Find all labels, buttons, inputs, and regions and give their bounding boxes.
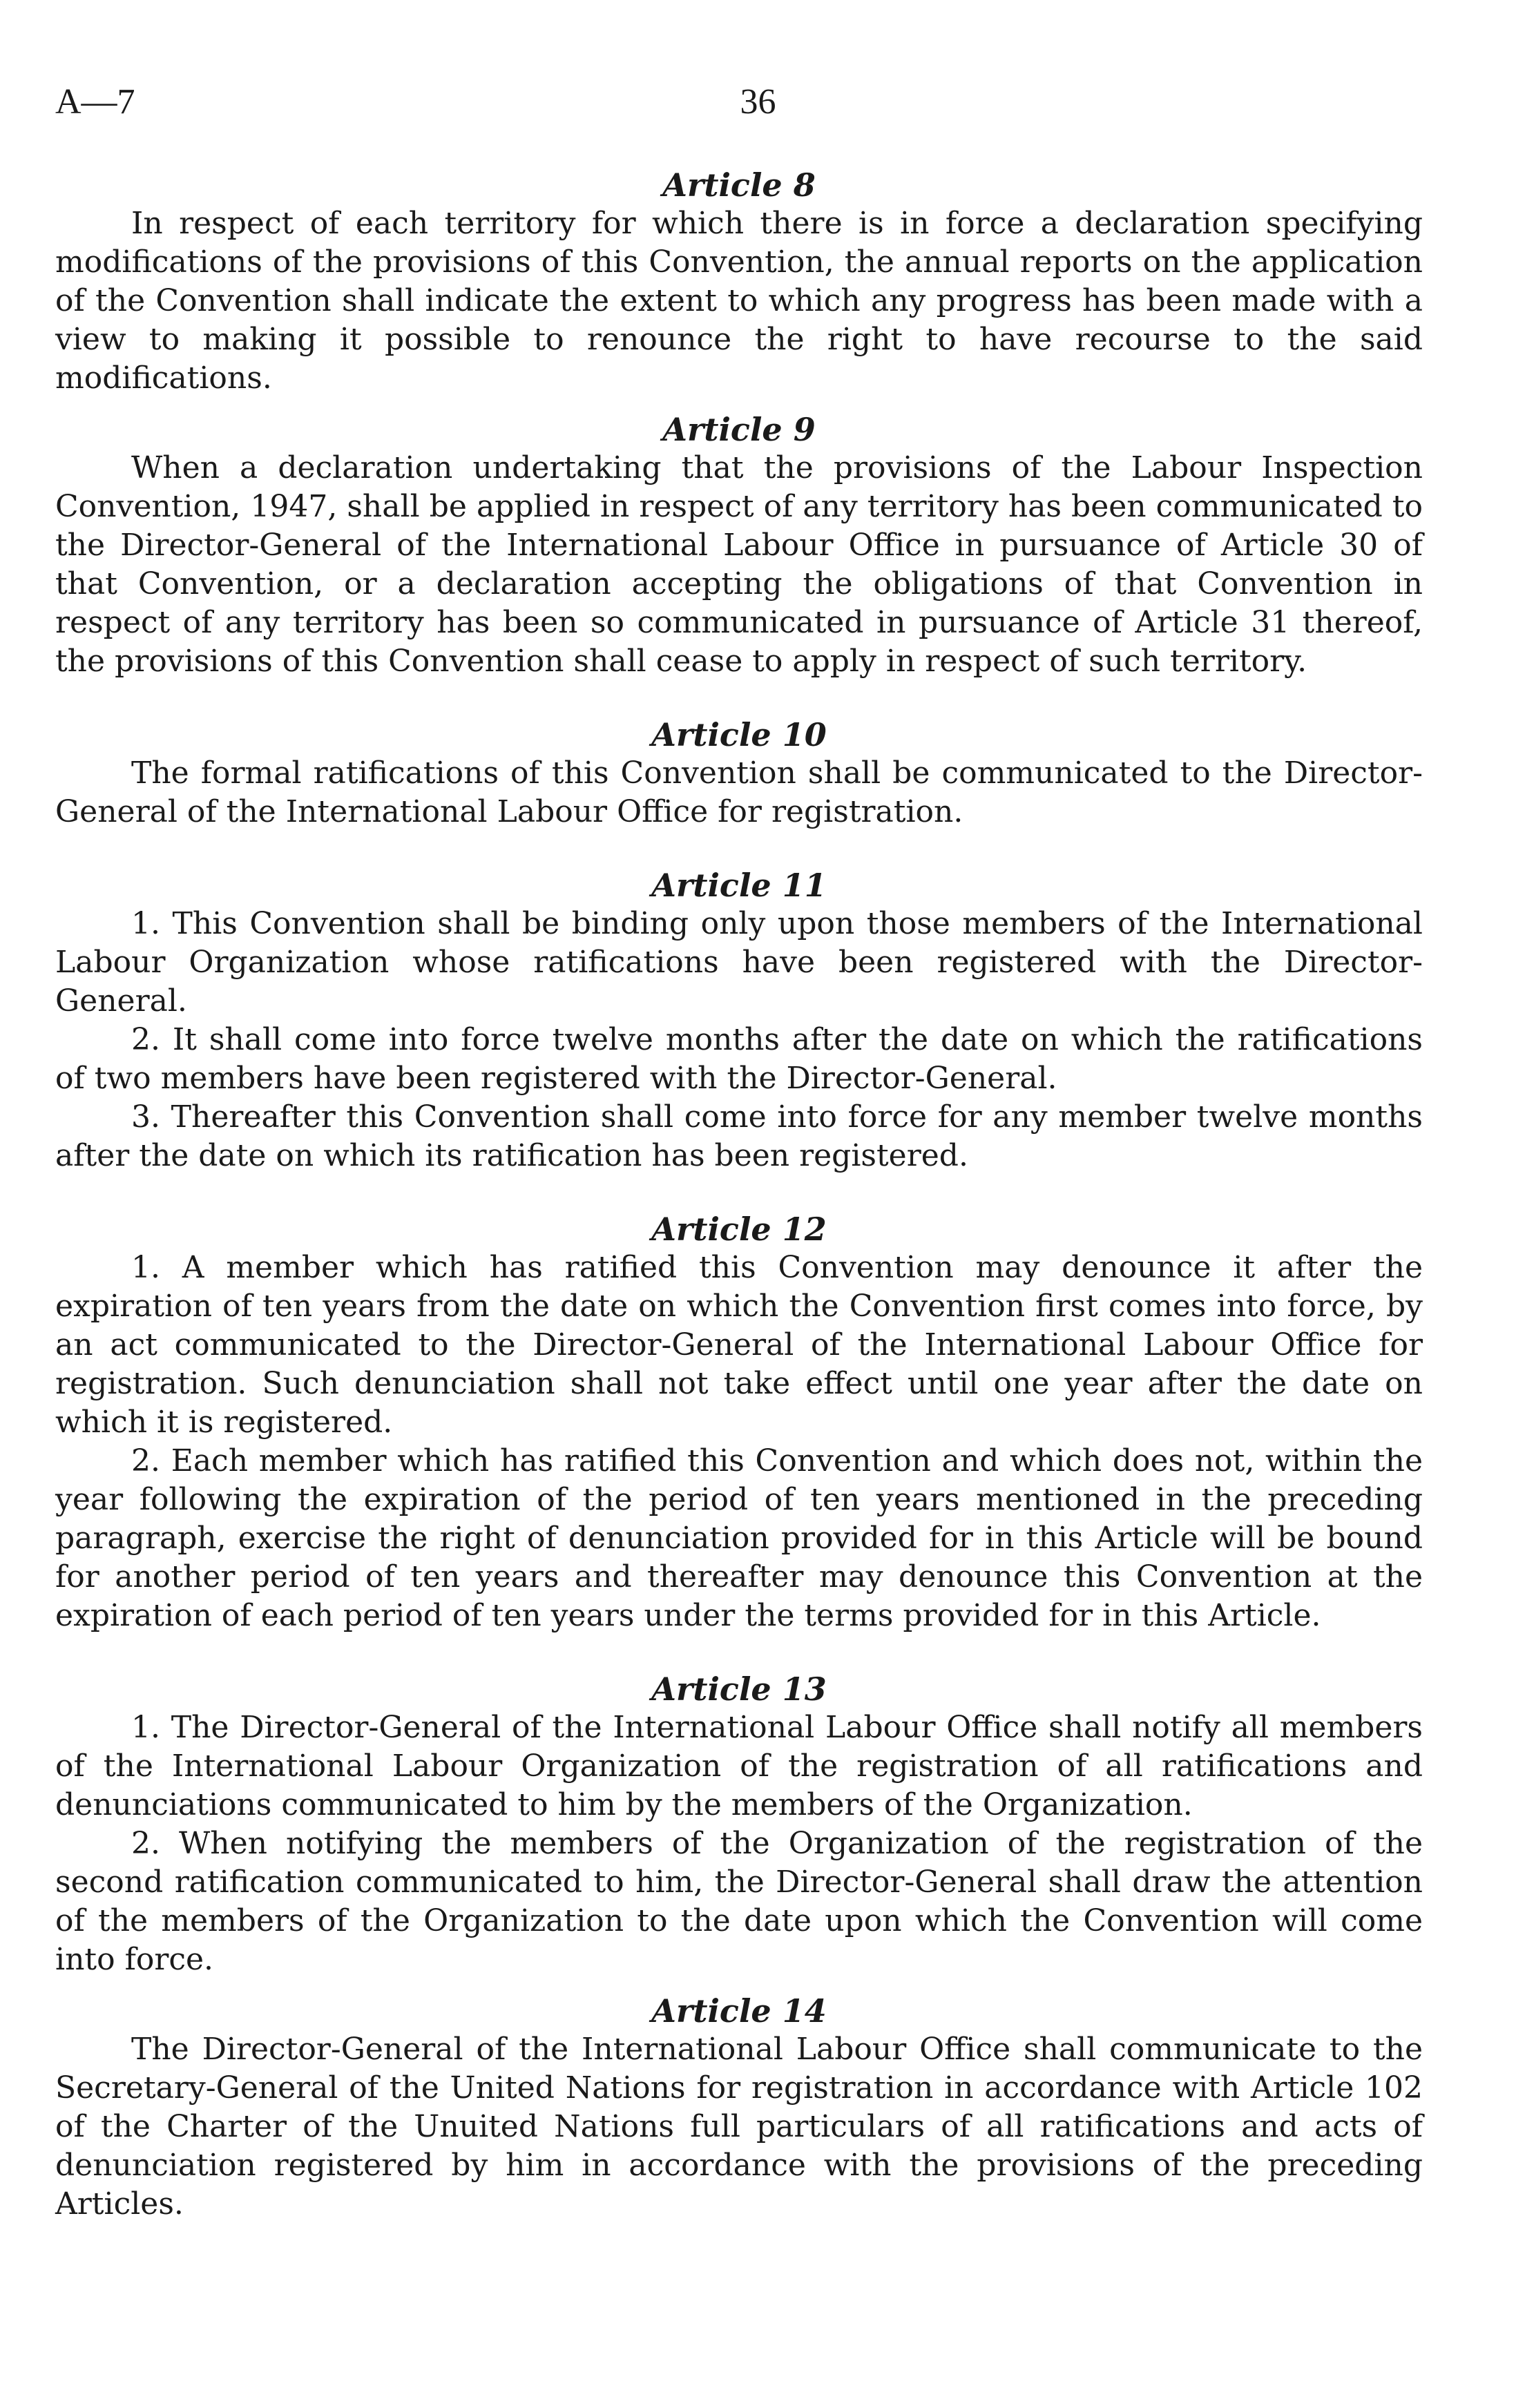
article-14 xyxy=(55,1992,1423,2224)
article-13 xyxy=(55,1670,1423,1979)
article-heading: Article 12 xyxy=(651,1211,827,1248)
article-9 xyxy=(55,410,1423,681)
article-paragraph: 3. Thereafter this Convention shall come into force for any member twelve months after the date on which its ratification has been registered. xyxy=(55,1099,1423,1173)
document-reference: A—7 xyxy=(55,82,135,122)
page-number: 36 xyxy=(740,82,776,122)
article-heading: Article 11 xyxy=(651,867,827,904)
article-10 xyxy=(55,715,1423,831)
article-heading: Article 13 xyxy=(651,1670,827,1708)
article-paragraph: 1. The Director-General of the International Labour Office shall notify all members of the International Labour Organization of the registration of all ratifications and denunciations communicated to him by the members of the Organization. xyxy=(55,1710,1423,1822)
article-paragraph: When a declaration undertaking that the provisions of the Labour Inspection Convention, 1947, shall be applied in respect of any territory has been communicated to the Director-General of the International Labour Office in pursuance of Article 30 of that Convention, or a declaration accepting the obligations of that Convention in respect of any territory has been so communicated in pursuance of Article 31 thereof, the provisions of this Convention shall cease to apply in respect of such territory. xyxy=(55,450,1423,679)
article-paragraph: The Director-General of the International Labour Office shall communicate to the Secretary-General of the United Nations for registration in accordance with Article 102 of the Charter of the Unuited Nations full particulars of all ratifications and acts of denunciation registered by him in accordance with the provisions of the preceding Articles. xyxy=(55,2032,1423,2222)
article-11 xyxy=(55,866,1423,1175)
article-heading: Article 9 xyxy=(662,411,816,448)
article-12 xyxy=(55,1210,1423,1635)
article-8 xyxy=(55,166,1423,398)
article-paragraph: 2. When notifying the members of the Organization of the registration of the second ratification communicated to him, the Director-General shall draw the attention of the members of the Organization to the date upon which the Convention will come into force. xyxy=(55,1826,1423,1977)
article-paragraph: 1. This Convention shall be binding only upon those members of the International Labour Organization whose ratifications have been registered with the Director-General. xyxy=(55,906,1423,1019)
article-paragraph: In respect of each territory for which there is in force a declaration specifying modifications of the provisions of this Convention, the annual reports on the application of the Convention shall indicate the extent to which any progress has been made with a view to making it possible to renounce the right to have recourse to the said modifications. xyxy=(55,206,1423,396)
article-paragraph: 1. A member which has ratified this Convention may denounce it after the expiration of ten years from the date on which the Convention first comes into force, by an act communicated to the Director-General of the International Labour Office for registration. Such denunciation shall not take effect until one year after the date on which it is registered. xyxy=(55,1250,1423,1440)
article-paragraph: 2. It shall come into force twelve months after the date on which the ratifications of two members have been registered with the Director-General. xyxy=(55,1022,1423,1096)
article-paragraph: The formal ratifications of this Convention shall be communicated to the Director-General of the International Labour Office for registration. xyxy=(55,755,1423,829)
article-heading: Article 8 xyxy=(662,166,816,204)
article-paragraph: 2. Each member which has ratified this Convention and which does not, within the year following the expiration of the period of ten years mentioned in the preceding paragraph, exercise the right of denunciation provided for in this Article will be bound for another period of ten years and thereafter may denounce this Convention at the expiration of each period of ten years under the terms provided for in this Article. xyxy=(55,1443,1423,1633)
article-heading: Article 14 xyxy=(651,1992,827,2030)
document-body xyxy=(55,166,1423,2224)
article-heading: Article 10 xyxy=(651,716,827,753)
